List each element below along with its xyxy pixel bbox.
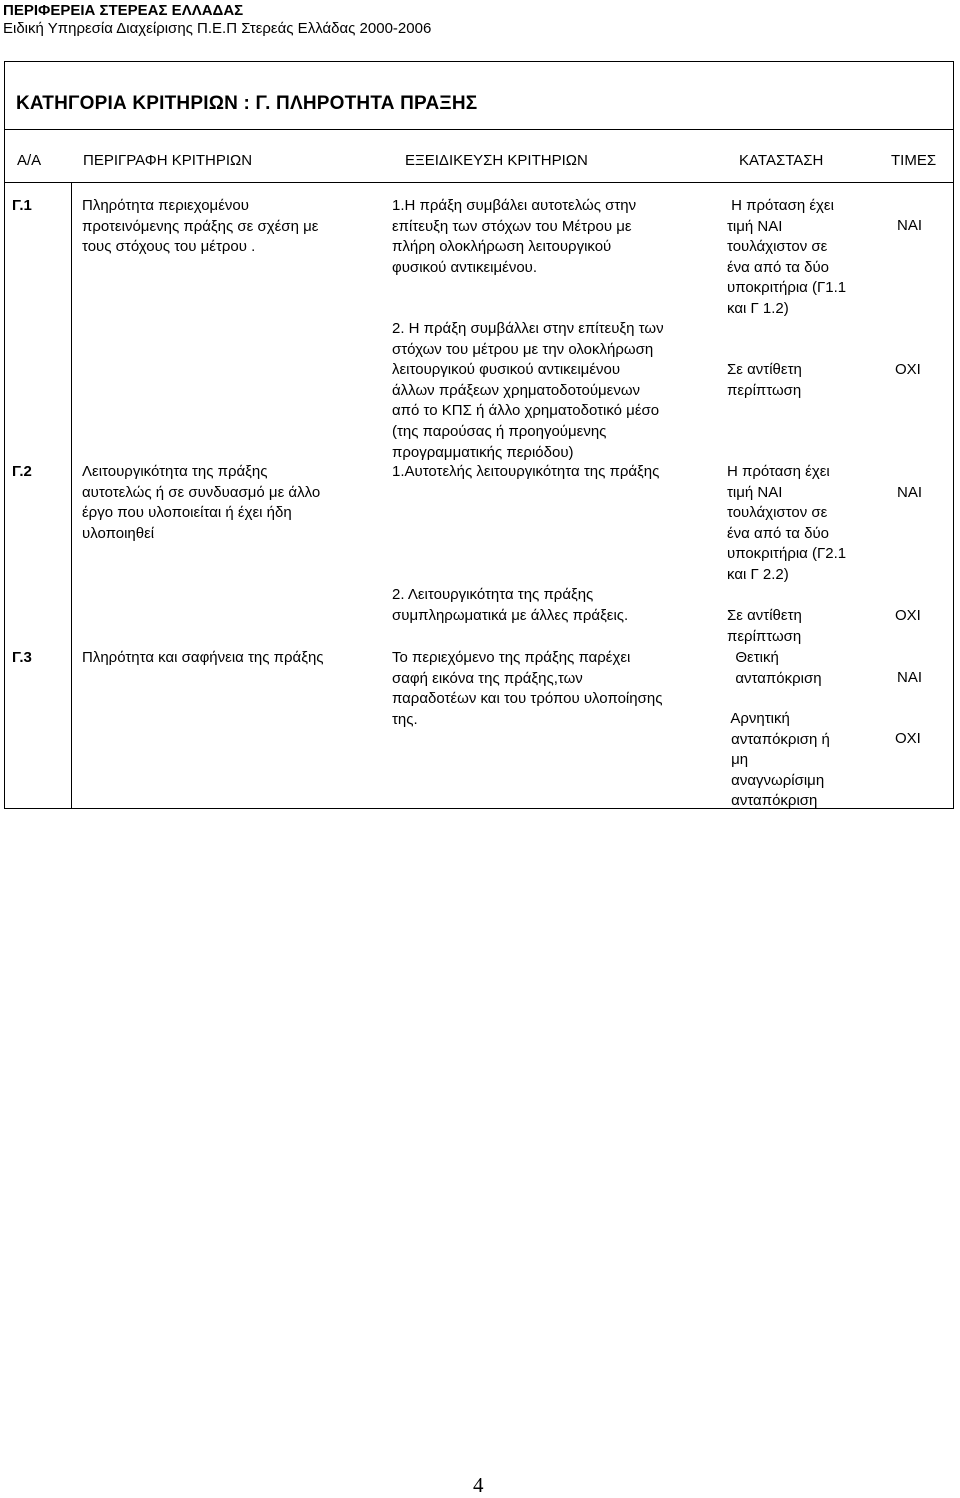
row-description: Πληρότητα και σαφήνεια της πράξης [82, 649, 324, 666]
row-value: ΝΑΙ [897, 484, 923, 501]
row-specification: 1.Η πράξη συμβάλει αυτοτελώς στην επίτευξη των στόχων του Μέτρου με πλήρη ολοκλήρωση λειτουργικού φυσικού αντικειμένου. [392, 197, 637, 276]
row-value: ΟΧΙ [895, 730, 921, 747]
row-value: ΟΧΙ [895, 361, 921, 378]
column-header-description: ΠΕΡΙΓΡΑΦΗ ΚΡΙΤΗΡΙΩΝ [83, 152, 253, 169]
column-header-status: ΚΑΤΑΣΤΑΣΗ [739, 152, 824, 169]
row-status: Αρνητική ανταπόκριση ή μη αναγνωρίσιμη ανταπόκριση [730, 710, 830, 810]
column-header-aa: Α/Α [17, 152, 42, 169]
row-id: Γ.3 [12, 649, 32, 666]
row-specification: Το περιεχόμενο της πράξης παρέχει σαφή εικόνα της πράξης,των παραδοτέων και του τρόπου υλοποίησης της. [392, 649, 663, 728]
row-id: Γ.2 [12, 463, 32, 480]
category-title: ΚΑΤΗΓΟΡΙΑ ΚΡΙΤΗΡΙΩΝ : Γ. ΠΛΗΡΟΤΗΤΑ ΠΡΑΞΗΣ [16, 93, 478, 114]
page-number: 4 [473, 1473, 484, 1497]
row-value: ΟΧΙ [895, 607, 921, 624]
row-specification: 2. Λειτουργικότητα της πράξης συμπληρωματικά με άλλες πράξεις. [392, 586, 629, 624]
row-description: Πληρότητα περιεχομένου προτεινόμενης πράξης σε σχέση με τους στόχους του μέτρου . [82, 197, 319, 256]
row-status: Η πρόταση έχει τιμή ΝΑΙ τουλάχιστον σε ένα από τα δύο υποκριτήρια (Γ2.1 και Γ 2.2) [727, 463, 847, 583]
column-header-values: ΤΙΜΕΣ [891, 152, 937, 169]
row-status: Θετική ανταπόκριση [735, 649, 822, 687]
table-divider [5, 182, 953, 183]
region-title: ΠΕΡΙΦΕΡΕΙΑ ΣΤΕΡΕΑΣ ΕΛΛΑΔΑΣ [3, 2, 244, 19]
row-status: Σε αντίθετη περίπτωση [727, 361, 802, 399]
row-status: Σε αντίθετη περίπτωση [727, 607, 802, 645]
row-id: Γ.1 [12, 197, 32, 214]
row-value: ΝΑΙ [897, 669, 923, 686]
row-specification: 1.Αυτοτελής λειτουργικότητα της πράξης [392, 463, 660, 480]
column-divider [71, 183, 72, 808]
table-divider [5, 129, 953, 130]
row-value: ΝΑΙ [897, 217, 923, 234]
row-description: Λειτουργικότητα της πράξης αυτοτελώς ή σε συνδυασμό με άλλο έργο που υλοποιείται ή έχει ήδη υλοποιηθεί [82, 463, 321, 542]
row-specification: 2. Η πράξη συμβάλλει στην επίτευξη των στόχων του μέτρου με την ολοκλήρωση λειτουργικού φυσικού αντικειμένου άλλων πράξεων χρηματοδοτούμενων από το ΚΠΣ ή άλλο χρηματοδοτικό μέσο (της παρούσας ή προηγούμενης προγραμματικής περιόδου) [392, 320, 664, 461]
row-status: Η πρόταση έχει τιμή ΝΑΙ τουλάχιστον σε ένα από τα δύο υποκριτήρια (Γ1.1 και Γ 1.2) [727, 197, 847, 317]
column-header-specification: ΕΞΕΙΔΙΚΕΥΣΗ ΚΡΙΤΗΡΙΩΝ [405, 152, 588, 169]
service-subtitle: Ειδική Υπηρεσία Διαχείρισης Π.Ε.Π Στερεάς Ελλάδας 2000-2006 [3, 20, 432, 37]
